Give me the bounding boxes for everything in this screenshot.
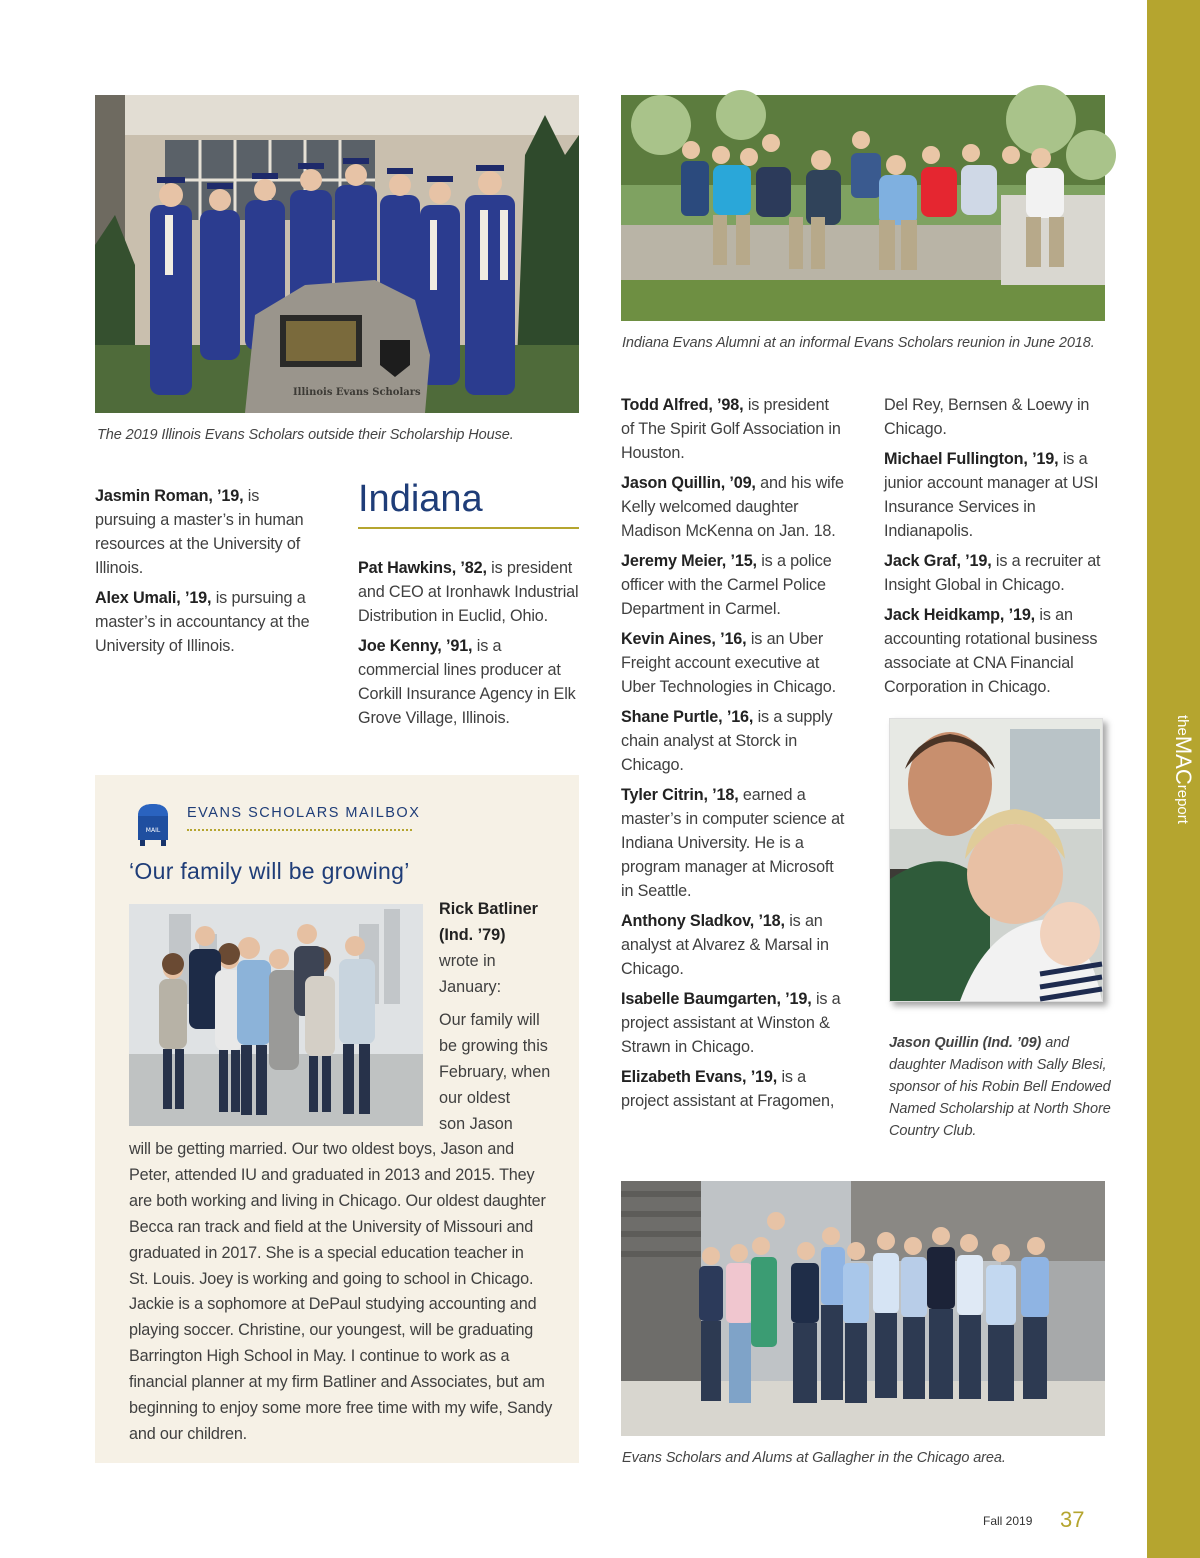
- author-wrote-2: January:: [439, 978, 502, 996]
- alumni-entry: Pat Hawkins, ’82, is president and CEO at Ironhawk Industrial Distribution in Euclid, Ohio.: [358, 559, 579, 625]
- gallagher-photo-caption: Evans Scholars and Alums at Gallagher in the Chicago area.: [622, 1450, 1006, 1466]
- letter-author: [439, 896, 564, 1000]
- rock-plaque-text: Illinois Evans Scholars: [293, 387, 421, 398]
- alumni-entry: Alex Umali, ’19, is pursuing a master’s in accountancy at the University of Illinois.: [95, 589, 310, 655]
- letter-line: graduated in 2017. She is a special education teacher in: [129, 1243, 524, 1262]
- alumni-entry: Joe Kenny, ’91, is a commercial lines producer at Corkill Insurance Agency in Elk Grove Village, Illinois.: [358, 637, 576, 727]
- alumni-entry: Jack Graf, ’19, is a recruiter at Insight Global in Chicago.: [884, 552, 1101, 594]
- author-name: Rick Batliner: [439, 900, 538, 918]
- alumni-entry: Del Rey, Bernsen & Loewy in Chicago.: [884, 396, 1090, 438]
- letter-line: February, when: [439, 1063, 551, 1081]
- quillin-photo-caption: [889, 1032, 1114, 1142]
- author-class: (Ind. ’79): [439, 926, 506, 944]
- letter-body-wide: [129, 1137, 569, 1448]
- indiana-heading: Indiana: [358, 478, 483, 520]
- letter-line: Jackie is a sophomore at DePaul studying accounting and: [129, 1295, 537, 1314]
- caption-name: Jason Quillin (Ind. ’09): [889, 1035, 1042, 1051]
- logo-report: report: [1174, 784, 1191, 824]
- letter-line: Becca ran track and field at the University of Missouri and: [129, 1217, 534, 1236]
- logo-the: the: [1174, 715, 1191, 736]
- logo-mac: MAC: [1171, 735, 1196, 785]
- issue-label: Fall 2019: [983, 1514, 1033, 1528]
- letter-line: will be getting married. Our two oldest boys, Jason and: [129, 1140, 514, 1158]
- letter-line: beginning to enjoy some more free time with my wife, Sandy: [129, 1399, 553, 1418]
- alumni-entry: Jack Heidkamp, ’19, is an accounting rotational business associate at CNA Financial Corporation in Chicago.: [884, 606, 1098, 696]
- illinois-column: [95, 484, 320, 664]
- letter-line: St. Louis. Joey is working and going to school in Chicago.: [129, 1269, 534, 1288]
- alumni-entry: Jason Quillin, ’09, and his wife Kelly welcomed daughter Madison McKenna on Jan. 18.: [621, 474, 844, 540]
- mailbox-label-rule: [187, 829, 412, 831]
- alumni-entry: Shane Purtle, ’16, is a supply chain analyst at Storck in Chicago.: [621, 708, 833, 774]
- alumni-entry: Michael Fullington, ’19, is a junior account manager at USI Insurance Services in Indianapolis.: [884, 450, 1099, 540]
- quillin-family-photo: [889, 718, 1103, 1002]
- letter-body-narrow: [439, 1007, 564, 1137]
- letter-line: be growing this: [439, 1037, 548, 1055]
- alumni-entry: Todd Alfred, ’98, is president of The Spirit Golf Association in Houston.: [621, 396, 841, 462]
- illinois-photo-caption: The 2019 Illinois Evans Scholars outside their Scholarship House.: [97, 427, 514, 443]
- alumni-entry: Elizabeth Evans, ’19, is a project assistant at Fragomen,: [621, 1068, 835, 1110]
- indiana-alumni-photo: [621, 95, 1105, 321]
- alumni-entry: Anthony Sladkov, ’18, is an analyst at Alvarez & Marsal in Chicago.: [621, 912, 829, 978]
- letter-line: playing soccer. Christine, our youngest, will be graduating: [129, 1321, 534, 1340]
- page-number: 37: [1060, 1507, 1085, 1532]
- letter-line: financial planner at my firm Batliner and Associates, but am: [129, 1373, 545, 1392]
- alumni-entry: Jasmin Roman, ’19, is pursuing a master’s in human resources at the University of Illinois.: [95, 487, 304, 577]
- indiana-photo-caption: Indiana Evans Alumni at an informal Evans Scholars reunion in June 2018.: [622, 335, 1095, 351]
- indiana-column-1: [358, 556, 580, 736]
- alumni-entry: Jeremy Meier, ’15, is a police officer with the Carmel Police Department in Carmel.: [621, 552, 832, 618]
- letter-line: and our children.: [129, 1424, 248, 1443]
- mac-report-logo: [1150, 700, 1196, 860]
- indiana-column-3: [884, 393, 1109, 705]
- mailbox-label: EVANS SCHOLARS MAILBOX: [187, 805, 421, 821]
- letter-line: are both working and living in Chicago. Our oldest daughter: [129, 1191, 546, 1210]
- author-wrote-1: wrote in: [439, 952, 496, 970]
- letter-line: Our family will: [439, 1011, 540, 1029]
- mailbox-icon-label: MAIL: [145, 827, 161, 834]
- mailbox-title: ‘Our family will be growing’: [129, 858, 410, 884]
- alumni-entry: Tyler Citrin, ’18, earned a master’s in computer science at Indiana University. He is a program manager at Microsoft in Seattle.: [621, 786, 845, 900]
- letter-line: Peter, attended IU and graduated in 2013 and 2015. They: [129, 1165, 535, 1184]
- mailbox-icon: [136, 802, 170, 846]
- batliner-family-photo: [129, 904, 423, 1126]
- illinois-graduates-photo: [95, 95, 579, 413]
- letter-line: our oldest: [439, 1089, 511, 1107]
- letter-line: Barrington High School in May. I continue to work as a: [129, 1347, 510, 1366]
- indiana-column-2: [621, 393, 846, 1119]
- alumni-entry: Kevin Aines, ’16, is an Uber Freight account executive at Uber Technologies in Chicago.: [621, 630, 836, 696]
- section-rule: [358, 527, 579, 529]
- caption-text: and daughter Madison with Sally Blesi, sponsor of his Robin Bell Endowed Named Scholarship at North Shore Country Club.: [889, 1035, 1111, 1139]
- mailbox-panel: [95, 775, 579, 1463]
- gallagher-group-photo: [621, 1181, 1105, 1436]
- letter-line: son Jason: [439, 1115, 513, 1133]
- alumni-entry: Isabelle Baumgarten, ’19, is a project assistant at Winston & Strawn in Chicago.: [621, 990, 841, 1056]
